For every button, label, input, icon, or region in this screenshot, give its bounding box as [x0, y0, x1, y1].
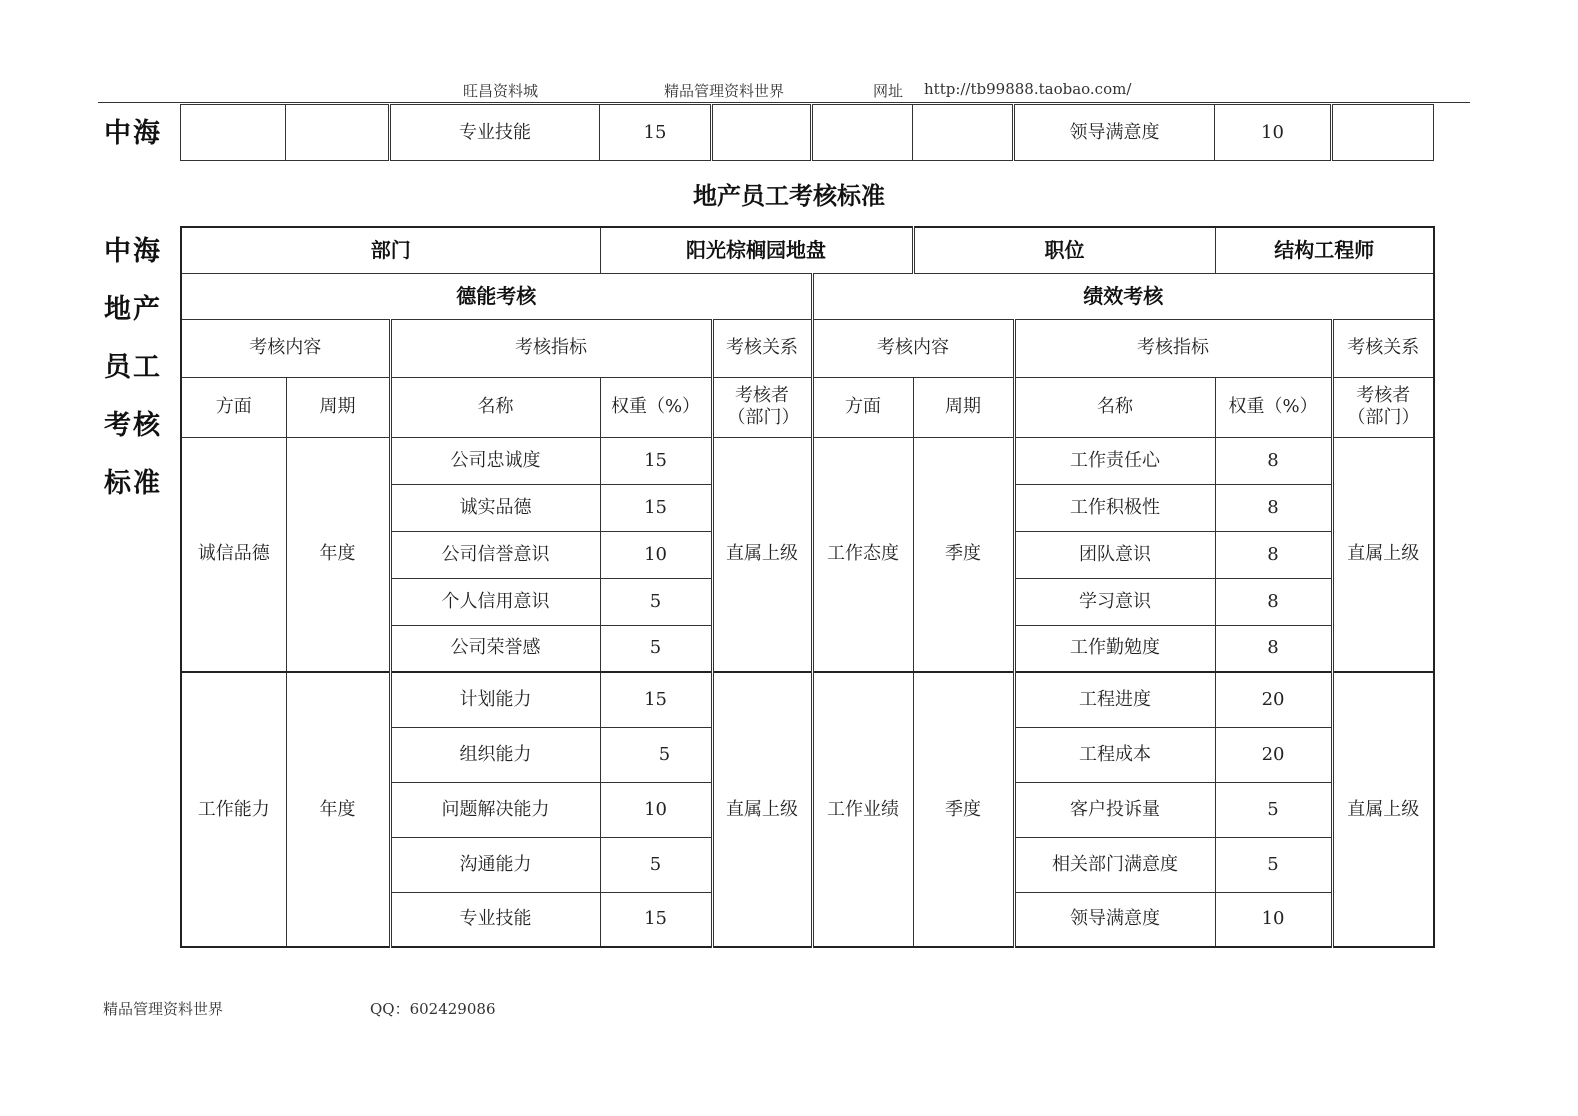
side-label-line-2: 地产 — [104, 294, 162, 325]
header-content: 考核内容 — [181, 319, 390, 377]
indicator-weight: 15 — [600, 437, 712, 484]
period-cell: 年度 — [286, 437, 390, 672]
header-relation: 考核关系 — [712, 319, 812, 377]
indicator-name: 诚实品德 — [390, 484, 600, 531]
footer-qq: QQ：602429086 — [370, 1000, 496, 1018]
header-assessor: 考核者（部门） — [1332, 377, 1434, 437]
indicator-name: 公司信誉意识 — [390, 531, 600, 578]
side-label-line-3: 员工 — [104, 352, 162, 383]
header-url[interactable]: http://tb99888.taobao.com/ — [924, 80, 1132, 98]
top-partial-table — [180, 104, 1434, 161]
indicator-weight: 20 — [1215, 672, 1332, 727]
indicator-weight: 8 — [1215, 437, 1332, 484]
empty-cell — [812, 105, 913, 161]
indicator-name: 工程成本 — [1014, 727, 1215, 782]
header-shop: 旺昌资料城 — [463, 82, 539, 100]
page-title: 地产员工考核标准 — [693, 182, 885, 210]
header-relation: 考核关系 — [1332, 319, 1434, 377]
dept-value: 阳光棕榈园地盘 — [600, 227, 913, 273]
section-ethics: 德能考核 — [181, 273, 812, 319]
header-name: 名称 — [1014, 377, 1215, 437]
column-group-row — [181, 319, 1434, 377]
relation-cell: 直属上级 — [1332, 672, 1434, 947]
empty-cell — [286, 105, 390, 161]
indicator-weight: 5 — [600, 837, 712, 892]
empty-cell — [913, 105, 1014, 161]
indicator-name: 专业技能 — [390, 892, 600, 947]
indicator-weight: 15 — [600, 484, 712, 531]
section-row — [181, 273, 1434, 319]
position-value: 结构工程师 — [1215, 227, 1434, 273]
indicator-weight: 15 — [600, 672, 712, 727]
empty-cell — [181, 105, 286, 161]
header-weight: 权重（%） — [600, 377, 712, 437]
indicator-weight: 10 — [1215, 892, 1332, 947]
header-divider — [98, 102, 1470, 103]
header-aspect: 方面 — [181, 377, 286, 437]
indicator-name: 沟通能力 — [390, 837, 600, 892]
side-label-line-1: 中海 — [104, 236, 162, 267]
indicator-weight: 10 — [600, 531, 712, 578]
side-label-line-4: 考核 — [104, 410, 162, 441]
side-label-top: 中海 — [104, 118, 162, 149]
header-weight: 权重（%） — [1215, 377, 1332, 437]
indicator-weight: 8 — [1215, 531, 1332, 578]
dept-label: 部门 — [181, 227, 600, 273]
table-row — [181, 437, 1434, 484]
indicator-weight: 20 — [1215, 727, 1332, 782]
header-world: 精品管理资料世界 — [664, 82, 785, 100]
period-cell: 年度 — [286, 672, 390, 947]
indicator-name: 工程进度 — [1014, 672, 1215, 727]
indicator-name: 领导满意度 — [1014, 892, 1215, 947]
relation-cell: 直属上级 — [1332, 437, 1434, 672]
aspect-cell: 工作业绩 — [812, 672, 913, 947]
indicator-weight: 5 — [600, 727, 712, 782]
period-cell: 季度 — [913, 437, 1014, 672]
indicator-name: 公司荣誉感 — [390, 625, 600, 672]
relation-cell: 直属上级 — [712, 437, 812, 672]
position-label: 职位 — [913, 227, 1215, 273]
indicator-weight: 10 — [600, 782, 712, 837]
indicator-name: 工作积极性 — [1014, 484, 1215, 531]
indicator-weight: 15 — [600, 892, 712, 947]
header-content: 考核内容 — [812, 319, 1014, 377]
indicator-weight: 5 — [1215, 837, 1332, 892]
indicator-weight: 8 — [1215, 625, 1332, 672]
header-assessor: 考核者（部门） — [712, 377, 812, 437]
section-performance: 绩效考核 — [812, 273, 1434, 319]
indicator-weight: 5 — [600, 578, 712, 625]
header-aspect: 方面 — [812, 377, 913, 437]
relation-cell: 直属上级 — [712, 672, 812, 947]
side-label-line-5: 标准 — [104, 468, 162, 499]
info-row — [181, 227, 1434, 273]
column-header-row — [181, 377, 1434, 437]
indicator-name: 公司忠诚度 — [390, 437, 600, 484]
header-indicator: 考核指标 — [390, 319, 712, 377]
aspect-cell: 工作能力 — [181, 672, 286, 947]
indicator-name: 专业技能 — [390, 105, 600, 161]
period-cell: 季度 — [913, 672, 1014, 947]
header-period: 周期 — [286, 377, 390, 437]
header-period: 周期 — [913, 377, 1014, 437]
indicator-weight: 5 — [600, 625, 712, 672]
indicator-name: 组织能力 — [390, 727, 600, 782]
table-row — [181, 105, 1434, 161]
indicator-name: 相关部门满意度 — [1014, 837, 1215, 892]
header-url-label: 网址 — [873, 82, 904, 100]
header-name: 名称 — [390, 377, 600, 437]
header-indicator: 考核指标 — [1014, 319, 1332, 377]
indicator-weight: 8 — [1215, 578, 1332, 625]
table-row — [181, 672, 1434, 727]
footer-world: 精品管理资料世界 — [103, 1000, 224, 1018]
indicator-name: 问题解决能力 — [390, 782, 600, 837]
indicator-weight: 8 — [1215, 484, 1332, 531]
indicator-weight: 15 — [600, 105, 712, 161]
indicator-name: 客户投诉量 — [1014, 782, 1215, 837]
indicator-name: 学习意识 — [1014, 578, 1215, 625]
indicator-name: 个人信用意识 — [390, 578, 600, 625]
empty-cell — [712, 105, 812, 161]
indicator-name: 团队意识 — [1014, 531, 1215, 578]
indicator-weight: 5 — [1215, 782, 1332, 837]
indicator-name: 工作责任心 — [1014, 437, 1215, 484]
indicator-name: 领导满意度 — [1014, 105, 1215, 161]
aspect-cell: 工作态度 — [812, 437, 913, 672]
indicator-weight: 10 — [1215, 105, 1332, 161]
indicator-name: 工作勤勉度 — [1014, 625, 1215, 672]
assessment-table — [180, 226, 1435, 948]
indicator-name: 计划能力 — [390, 672, 600, 727]
aspect-cell: 诚信品德 — [181, 437, 286, 672]
empty-cell — [1332, 105, 1434, 161]
